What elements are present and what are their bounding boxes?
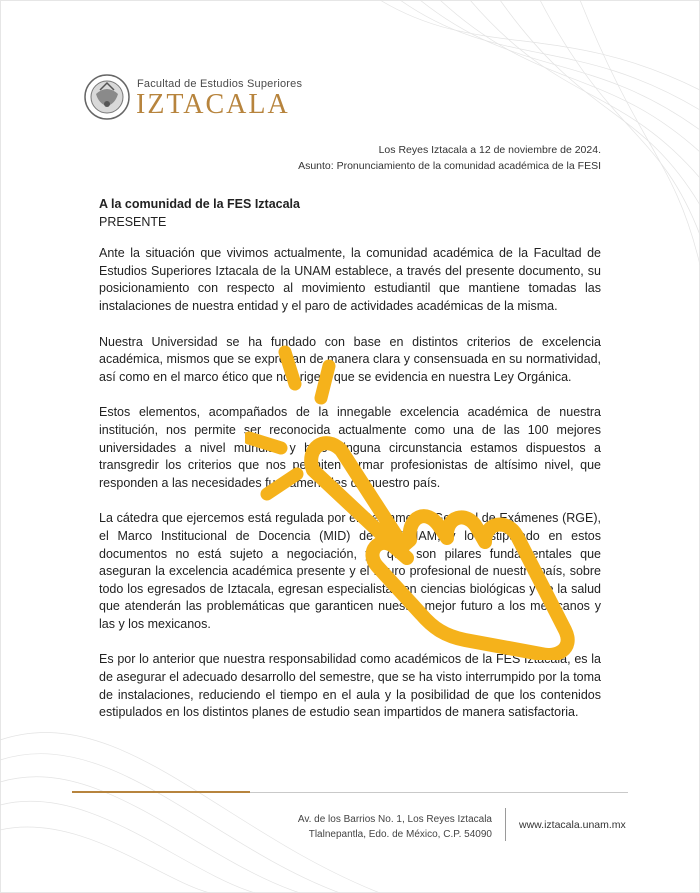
presente: PRESENTE: [99, 214, 167, 229]
greeting: A la comunidad de la FES Iztacala: [99, 197, 300, 211]
date-line: Los Reyes Iztacala a 12 de noviembre de 2024.: [378, 144, 601, 156]
subject-line: Asunto: Pronunciamiento de la comunidad académica de la FESI: [298, 160, 601, 172]
paragraph: Estos elementos, acompañados de la innegable excelencia académica de nuestra institución, nos permite ser reconocida actualmente como una de las 100 mejores universidades a nivel mundial, y bajo ninguna circunstancia estamos dispuestos a transgredir los criterios que nos permiten formar profesionistas de altísimo nivel, que responden a las necesidades fundamentales de nuestro país.: [99, 405, 601, 490]
fes-iztacala-logo: [82, 70, 303, 128]
tap-hand-icon: [245, 340, 605, 660]
footer-grey-rule: [250, 792, 628, 793]
footer-gold-rule: [72, 791, 250, 793]
unam-seal-icon: [82, 70, 132, 124]
brand-wordmark: IZTACALA: [136, 89, 290, 120]
paragraph: La cátedra que ejercemos está regulada por el Reglamento General de Exámenes (RGE), el Marco Institucional de Docencia (MID) de la UNAM; y lo estipulado en estos documentos no está sujeto a negociación, ya que son pilares fundamentales que aseguran la excelencia académica presente y el futuro profesional de nuestro país, sobre todo los egresados de Iztacala, egresan especialistas en ciencias biológicas y de la salud que atenderán las problemáticas que garanticen nuestro mejor futuro a los mexicanos y las y los mexicanos.: [99, 511, 601, 631]
website-link[interactable]: www.iztacala.unam.mx: [519, 819, 626, 831]
paragraph: Ante la situación que vivimos actualmente, la comunidad académica de la Facultad de Estudios Superiores Iztacala de la UNAM establece, a través del presente documento, su posicionamiento con respecto al movimiento estudiantil que mantiene tomadas las instalaciones de nuestra entidad y el paro de actividades académicas de la misma.: [99, 246, 601, 313]
address-line: Av. de los Barrios No. 1, Los Reyes Iztacala: [297, 814, 492, 825]
paragraph: Nuestra Universidad se ha fundado con base en distintos criterios de excelencia académica, mismos que se expresan de manera clara y consensuada en su normatividad, así como en el marco ético que nos rige y que se evidencia en nuestra Ley Orgánica.: [99, 334, 601, 384]
footer-divider: [505, 808, 506, 841]
date-block: [298, 142, 601, 174]
faculty-label: Facultad de Estudios Superiores: [137, 78, 303, 90]
address-line: Tlalnepantla, Edo. de México, C.P. 54090: [308, 829, 492, 840]
paragraph: Es por lo anterior que nuestra responsabilidad como académicos de la FES Iztacala, es la de asegurar el adecuado desarrollo del semestre, que se ha visto interrumpido por la toma de instalaciones, reduciendo el tiempo en el aula y la posibilidad de que los contenidos estipulados en los distintos planes de estudio sean impartidos de manera satisfactoria.: [99, 652, 601, 720]
footer-address: [298, 812, 492, 842]
